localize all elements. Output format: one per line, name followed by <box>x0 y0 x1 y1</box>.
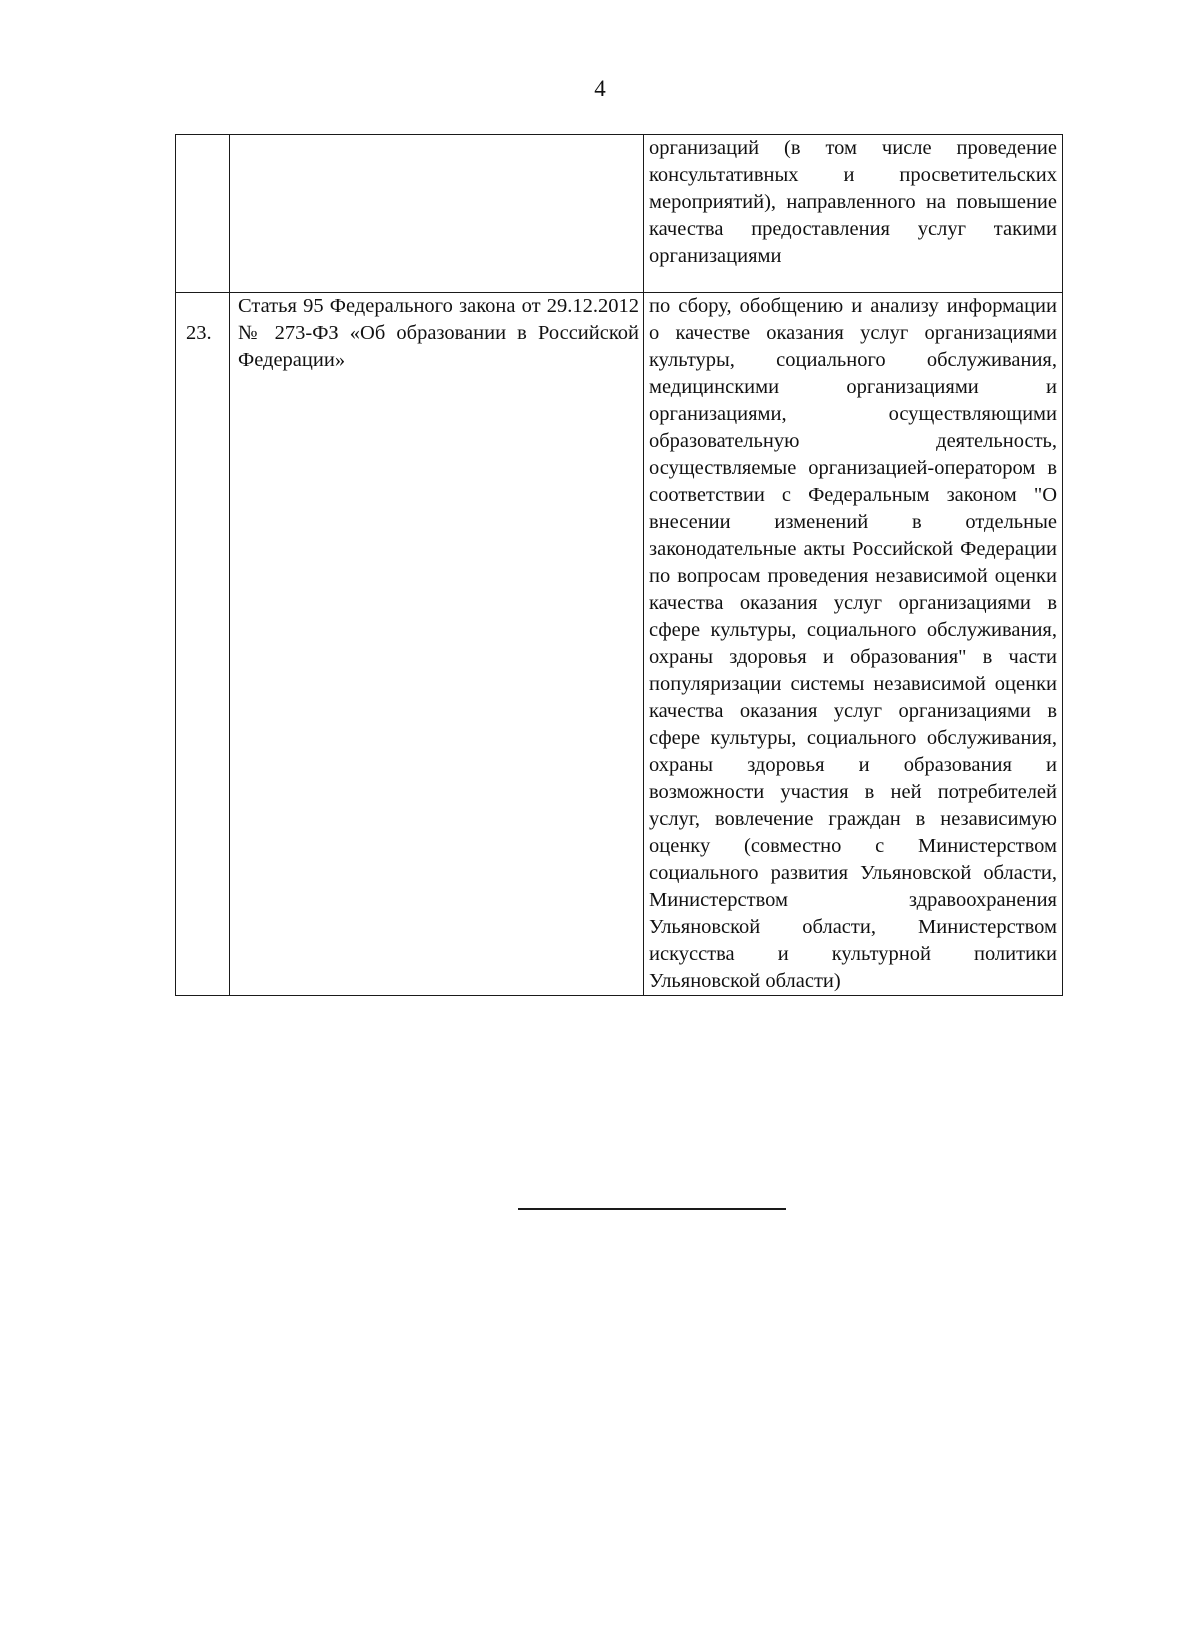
row-number-cell <box>176 135 230 293</box>
description-cell: по сбору, обобщению и анализу информации о качестве оказания услуг организациями культуры, социального обслуживания, медицинскими организациями и организациями, осуществляющими образовательную деятельность, осуществляемые организацией-оператором в соответствии с Федеральным законом "О внесении изменений в отдельные законодательные акты Российской Федерации по вопросам проведения независимой оценки качества оказания услуг организациями в сфере культуры, социального обслуживания, охраны здоровья и образования" в части популяризации системы независимой оценки качества оказания услуг организациями в сфере культуры, социального обслуживания, охраны здоровья и образования и возможности участия в ней потребителей услуг, вовлечение граждан в независимую оценку (совместно с Министерством социального развития Ульяновской области, Министерством здравоохранения Ульяновской области, Министерством искусства и культурной политики Ульяновской области) <box>644 293 1063 996</box>
law-reference-cell <box>230 135 644 293</box>
table-row <box>176 135 1063 293</box>
law-reference-cell: Статья 95 Федерального закона от 29.12.2012 № 273-ФЗ «Об образовании в Российской Федерации» <box>230 293 644 996</box>
row-number-cell <box>176 293 230 996</box>
end-divider-line <box>518 1208 786 1210</box>
row-number: 23. <box>186 322 212 344</box>
document-table <box>175 134 1063 996</box>
table-row <box>176 293 1063 996</box>
description-cell: организаций (в том числе проведение консультативных и просветительских мероприятий), направленного на повышение качества предоставления услуг такими организациями <box>644 135 1063 293</box>
page-number: 4 <box>594 76 606 101</box>
